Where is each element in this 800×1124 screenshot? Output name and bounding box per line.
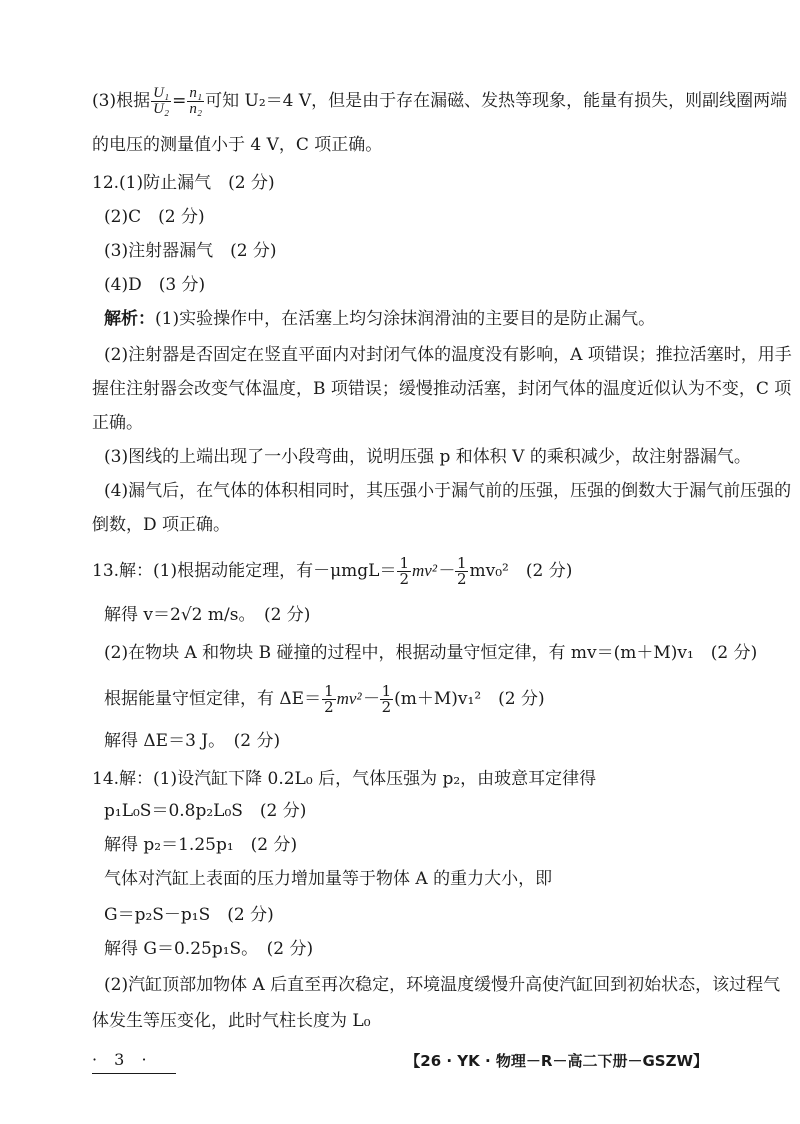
- page-number: · 3 ·: [92, 1050, 153, 1069]
- text-line: 倒数，D 项正确。: [92, 515, 231, 535]
- text-line: 握住注射器会改变气体温度，B 项错误；缓慢推动活塞，封闭气体的温度近似认为不变，C 项: [92, 379, 792, 399]
- question-14-heading: 14.解：(1)设汽缸下降 0.2L₀ 后，气体压强为 p₂，由玻意耳定律得: [92, 769, 597, 789]
- energy-equation: 根据能量守恒定律，有 ΔE＝ $\frac{1}{2}$ mv²－ $\frac{1}{2}$ (m＋M)v₁² (2 分): [104, 682, 545, 716]
- text-line: 的电压的测量值小于 4 V，C 项正确。: [92, 135, 383, 155]
- line-3-transformer: (3)根据 $\frac{\text{U₁}}{\text{U₂}}$ = $\frac{\text{n₁}}{\text{n₂}}$ 可知 U₂＝4 V，但是由于存在漏磁、发热等现象，能量有损失，则副线圈两端: [92, 85, 788, 117]
- equation-line: p₁L₀S＝0.8p₂L₀S (2 分): [104, 801, 307, 821]
- text-line: (2)汽缸顶部加物体 A 后直至再次稳定，环境温度缓慢升高使汽缸回到初始状态，该过程气: [104, 975, 781, 995]
- text-line: 正确。: [92, 413, 143, 433]
- fraction-n1-n2: $\frac{\text{n₁}}{\text{n₂}}$: [189, 85, 203, 117]
- fraction-half: $\frac{1}{2}$: [324, 682, 334, 716]
- answer-12-4: (4)D (3 分): [104, 275, 206, 295]
- answer-12-2: (2)C (2 分): [104, 207, 205, 227]
- answer-12-3: (3)注射器漏气 (2 分): [104, 241, 277, 261]
- text-line: (2)注射器是否固定在竖直平面内对封闭气体的温度没有影响，A 项错误；推拉活塞时，用手: [104, 345, 792, 365]
- analysis-12-1: 解析：(1)实验操作中，在活塞上均匀涂抹润滑油的主要目的是防止漏气。: [104, 309, 656, 329]
- text-line: (3)图线的上端出现了一小段弯曲，说明压强 p 和体积 V 的乘积减少，故注射器漏气。: [104, 447, 751, 467]
- fraction-u1-u2: $\frac{\text{U₁}}{\text{U₂}}$: [153, 85, 170, 117]
- analysis-label: 解析：: [104, 309, 155, 329]
- text-line: 解得 ΔE＝3 J。 (2 分): [104, 731, 281, 751]
- text: (3)根据: [92, 91, 151, 111]
- text-line: 气体对汽缸上表面的压力增加量等于物体 A 的重力大小，即: [104, 869, 553, 889]
- text-line: 解得 v＝2√2 m/s。 (2 分): [104, 605, 311, 625]
- text-line: 解得 G＝0.25p₁S。 (2 分): [104, 939, 314, 959]
- question-12-heading: 12.(1)防止漏气 (2 分): [92, 173, 275, 193]
- fraction-half: $\frac{1}{2}$: [381, 682, 392, 716]
- text-line: 体发生等压变化，此时气柱长度为 L₀: [92, 1011, 371, 1031]
- text-line: (4)漏气后，在气体的体积相同时，其压强小于漏气前的压强，压强的倒数大于漏气前压强的: [104, 481, 792, 501]
- footer-divider: [92, 1073, 176, 1074]
- text-line: (2)在物块 A 和物块 B 碰撞的过程中，根据动量守恒定律，有 mv＝(m＋M)v₁ (2 分): [104, 643, 758, 663]
- text-line: 解得 p₂＝1.25p₁ (2 分): [104, 835, 298, 855]
- fraction-half: $\frac{1}{2}$: [399, 554, 410, 588]
- text: 可知 U₂＝4 V，但是由于存在漏磁、发热等现象，能量有损失，则副线圈两端: [205, 91, 788, 111]
- fraction-half: $\frac{1}{2}$: [456, 554, 467, 588]
- equation-line: G＝p₂S－p₁S (2 分): [104, 905, 274, 925]
- question-13-heading: 13.解：(1)根据动能定理，有－μmgL＝ $\frac{1}{2}$ mv²－ $\frac{1}{2}$ mv₀² (2 分): [92, 554, 573, 588]
- document-code: 【26 · YK · 物理－R－高二下册－GSZW】: [405, 1052, 708, 1070]
